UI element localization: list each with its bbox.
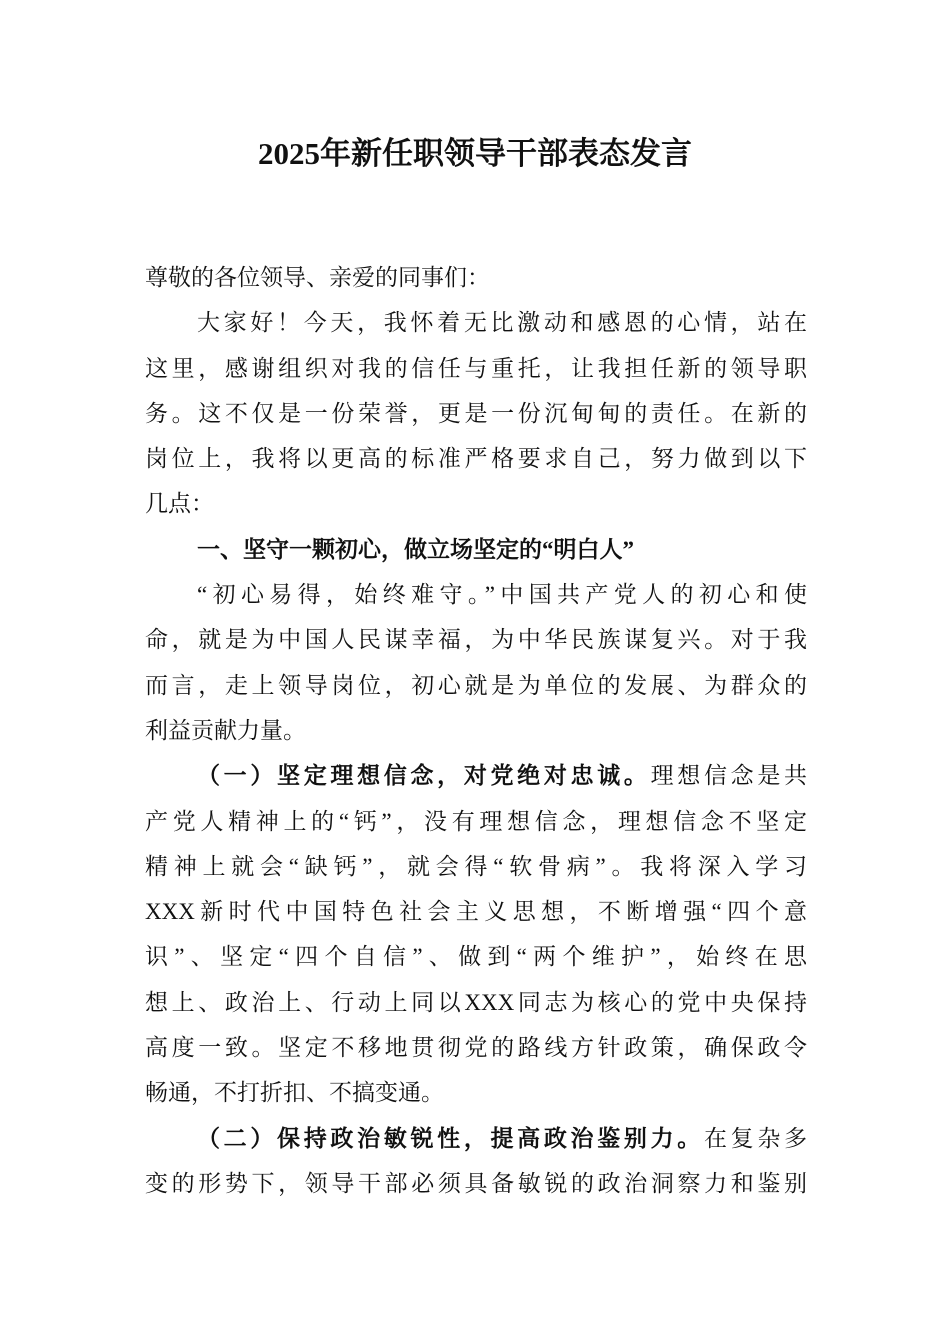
text-line: 精神上就会“缺钙”，就会得“软骨病”。我将深入学习 <box>145 853 807 879</box>
text-line: 大家好！今天，我怀着无比激动和感恩的心情，站在 <box>197 310 807 336</box>
text-line: XXX新时代中国特色社会主义思想，不断增强“四个意 <box>145 899 807 925</box>
subsection-lead: （二）保持政治敏锐性，提高政治鉴别力。 <box>197 1125 704 1151</box>
text-line <box>145 1116 807 1161</box>
section-heading: 一、坚守一颗初心，做立场坚定的“明白人” <box>197 536 634 562</box>
text-line: 识”、坚定“四个自信”、做到“两个维护”，始终在思 <box>145 944 807 970</box>
text-line: 利益贡献力量。 <box>145 717 306 743</box>
text-line: 岗位上，我将以更高的标准严格要求自己，努力做到以下 <box>145 446 807 472</box>
subsection-paragraph-2 <box>145 1116 807 1207</box>
document-title: 2025年新任职领导干部表态发言 <box>258 136 692 171</box>
text-line: 产党人精神上的“钙”，没有理想信念，理想信念不坚定 <box>145 808 807 834</box>
text-line: 变的形势下，领导干部必须具备敏锐的政治洞察力和鉴别 <box>145 1170 807 1196</box>
text-line: 而言，走上领导岗位，初心就是为单位的发展、为群众的 <box>145 672 807 698</box>
document-body <box>145 255 807 1206</box>
text-line: 畅通，不打折扣、不搞变通。 <box>145 1080 444 1106</box>
text-line: 几点： <box>145 491 214 517</box>
subsection-paragraph-1 <box>145 753 807 1115</box>
salutation: 尊敬的各位领导、亲爱的同事们： <box>145 265 490 290</box>
intro-paragraph <box>145 300 807 526</box>
text-line <box>145 753 807 798</box>
text-span: 理想信念是共 <box>650 763 808 789</box>
subsection-lead: （一）坚定理想信念，对党绝对忠诚。 <box>197 763 651 789</box>
text-line: 命，就是为中国人民谋幸福，为中华民族谋复兴。对于我 <box>145 627 807 653</box>
text-line: “初心易得，始终难守。”中国共产党人的初心和使 <box>197 582 807 608</box>
text-span: 在复杂多 <box>703 1125 808 1151</box>
paragraph <box>145 572 807 753</box>
text-line: 务。这不仅是一份荣誉，更是一份沉甸甸的责任。在新的 <box>145 400 807 426</box>
text-line: 高度一致。坚定不移地贯彻党的路线方针政策，确保政令 <box>145 1035 807 1061</box>
text-line: 想上、政治上、行动上同以XXX同志为核心的党中央保持 <box>145 989 807 1015</box>
text-line: 这里，感谢组织对我的信任与重托，让我担任新的领导职 <box>145 355 807 381</box>
